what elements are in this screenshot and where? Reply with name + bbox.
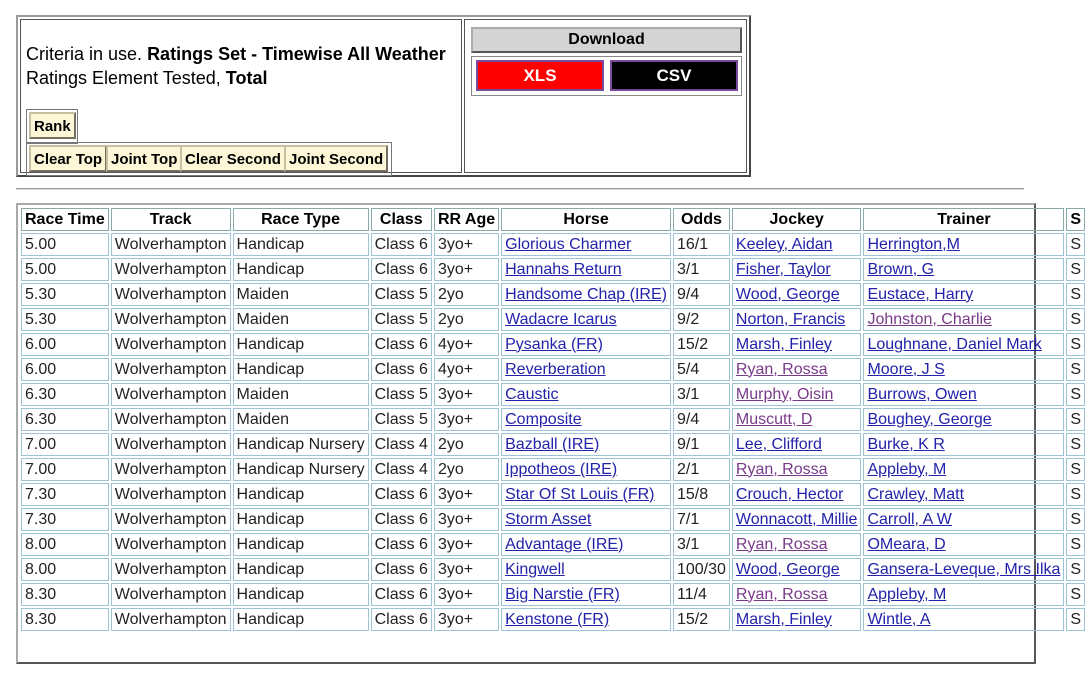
jockey-cell	[732, 458, 862, 481]
horse-link[interactable]: Handsome Chap (IRE)	[505, 285, 667, 303]
class-cell: Class 6	[371, 258, 432, 281]
criteria-label: Criteria in use.	[26, 44, 143, 64]
race-time-cell: 6.30	[21, 383, 109, 406]
table-row	[21, 558, 1085, 581]
trainer-link[interactable]: Boughey, George	[867, 410, 992, 428]
col-header[interactable]: Track	[111, 208, 231, 231]
trainer-cell	[863, 258, 1064, 281]
rank-button[interactable]: Rank	[29, 112, 76, 139]
element-value: Total	[225, 68, 268, 88]
extra-cell: S	[1066, 233, 1085, 256]
horse-link[interactable]: Big Narstie (FR)	[505, 585, 620, 603]
race-time-cell: 8.00	[21, 558, 109, 581]
trainer-cell	[863, 358, 1064, 381]
odds-cell: 9/4	[673, 408, 730, 431]
race-type-cell: Maiden	[233, 283, 369, 306]
horse-cell	[501, 233, 671, 256]
class-cell: Class 6	[371, 608, 432, 631]
age-cell: 2yo	[434, 458, 499, 481]
class-cell: Class 6	[371, 508, 432, 531]
track-cell: Wolverhampton	[111, 558, 231, 581]
class-cell: Class 6	[371, 533, 432, 556]
trainer-link[interactable]: Moore, J S	[867, 360, 945, 378]
odds-cell: 2/1	[673, 458, 730, 481]
age-cell: 3yo+	[434, 383, 499, 406]
track-cell: Wolverhampton	[111, 358, 231, 381]
extra-cell: S	[1066, 483, 1085, 506]
jockey-link[interactable]: Keeley, Aidan	[735, 235, 833, 253]
table-row	[21, 333, 1085, 356]
jockey-link[interactable]: Ryan, Rossa	[735, 585, 828, 603]
trainer-link[interactable]: Carroll, A W	[867, 510, 952, 528]
jockey-link[interactable]: Ryan, Rossa	[735, 360, 828, 378]
extra-cell: S	[1066, 533, 1085, 556]
col-header[interactable]: Horse	[501, 208, 671, 231]
clear-top-button[interactable]: Clear Top	[29, 145, 107, 172]
horse-cell	[501, 558, 671, 581]
table-row	[21, 608, 1085, 631]
jockey-cell	[732, 533, 862, 556]
trainer-cell	[863, 383, 1064, 406]
jockey-cell	[732, 433, 862, 456]
trainer-cell	[863, 533, 1064, 556]
race-time-cell: 5.00	[21, 233, 109, 256]
horse-link[interactable]: Pysanka (FR)	[505, 335, 603, 353]
col-header[interactable]: RR Age	[434, 208, 499, 231]
horse-link[interactable]: Reverberation	[505, 360, 606, 378]
horse-cell	[501, 258, 671, 281]
jockey-cell	[732, 383, 862, 406]
col-header[interactable]: Race Type	[233, 208, 369, 231]
trainer-link[interactable]: Crawley, Matt	[867, 485, 965, 503]
race-time-cell: 7.00	[21, 458, 109, 481]
horse-link[interactable]: Wadacre Icarus	[505, 310, 617, 328]
track-cell: Wolverhampton	[111, 458, 231, 481]
criteria-panel	[16, 15, 751, 177]
age-cell: 3yo+	[434, 483, 499, 506]
jockey-link[interactable]: Marsh, Finley	[735, 610, 832, 628]
trainer-cell	[863, 233, 1064, 256]
jockey-link[interactable]: Fisher, Taylor	[735, 260, 831, 278]
jockey-link[interactable]: Wood, George	[735, 560, 840, 578]
horse-cell	[501, 383, 671, 406]
jockey-cell	[732, 483, 862, 506]
trainer-link[interactable]: Appleby, M	[867, 585, 947, 603]
odds-cell: 15/8	[673, 483, 730, 506]
horse-link[interactable]: Kingwell	[505, 560, 565, 578]
race-type-cell: Maiden	[233, 383, 369, 406]
race-time-cell: 6.00	[21, 358, 109, 381]
odds-cell: 5/4	[673, 358, 730, 381]
odds-cell: 7/1	[673, 508, 730, 531]
race-time-cell: 8.00	[21, 533, 109, 556]
extra-cell: S	[1066, 508, 1085, 531]
trainer-link[interactable]: Loughnane, Daniel Mark	[867, 335, 1042, 353]
age-cell: 3yo+	[434, 233, 499, 256]
jockey-link[interactable]: Murphy, Oisin	[735, 385, 834, 403]
jockey-link[interactable]: Muscutt, D	[735, 410, 813, 428]
extra-cell: S	[1066, 283, 1085, 306]
jockey-cell	[732, 558, 862, 581]
trainer-cell	[863, 608, 1064, 631]
age-cell: 3yo+	[434, 508, 499, 531]
extra-cell: S	[1066, 583, 1085, 606]
trainer-cell	[863, 458, 1064, 481]
horse-link[interactable]: Star Of St Louis (FR)	[505, 485, 655, 503]
table-row	[21, 283, 1085, 306]
criteria-line	[26, 44, 446, 65]
trainer-cell	[863, 508, 1064, 531]
table-row	[21, 508, 1085, 531]
table-header-row	[21, 208, 1085, 231]
ratings-set-value: Ratings Set - Timewise All Weather	[147, 44, 446, 64]
extra-cell: S	[1066, 308, 1085, 331]
odds-cell: 3/1	[673, 383, 730, 406]
clear-second-button[interactable]: Clear Second	[180, 145, 286, 172]
odds-cell: 9/4	[673, 283, 730, 306]
horse-cell	[501, 308, 671, 331]
race-type-cell: Handicap	[233, 608, 369, 631]
race-time-cell: 7.00	[21, 433, 109, 456]
trainer-link[interactable]: Wintle, A	[867, 610, 931, 628]
horse-link[interactable]: Kenstone (FR)	[505, 610, 610, 628]
extra-cell: S	[1066, 383, 1085, 406]
track-cell: Wolverhampton	[111, 233, 231, 256]
track-cell: Wolverhampton	[111, 433, 231, 456]
horse-link[interactable]: Composite	[505, 410, 582, 428]
horse-link[interactable]: Caustic	[505, 385, 559, 403]
trainer-cell	[863, 283, 1064, 306]
class-cell: Class 6	[371, 233, 432, 256]
col-header[interactable]: S	[1066, 208, 1085, 231]
track-cell: Wolverhampton	[111, 308, 231, 331]
jockey-link[interactable]: Ryan, Rossa	[735, 535, 828, 553]
horse-cell	[501, 533, 671, 556]
horse-cell	[501, 283, 671, 306]
horse-cell	[501, 583, 671, 606]
col-header[interactable]: Race Time	[21, 208, 109, 231]
odds-cell: 15/2	[673, 333, 730, 356]
joint-second-button[interactable]: Joint Second	[284, 145, 388, 172]
race-time-cell: 6.30	[21, 408, 109, 431]
horse-link[interactable]: Hannahs Return	[505, 260, 622, 278]
extra-cell: S	[1066, 358, 1085, 381]
table-row	[21, 258, 1085, 281]
table-row	[21, 483, 1085, 506]
trainer-cell	[863, 333, 1064, 356]
extra-cell: S	[1066, 408, 1085, 431]
horse-cell	[501, 508, 671, 531]
download-title: Download	[471, 27, 742, 53]
class-cell: Class 4	[371, 458, 432, 481]
results-table	[19, 206, 1087, 633]
trainer-cell	[863, 583, 1064, 606]
col-header[interactable]: Odds	[673, 208, 730, 231]
table-row	[21, 583, 1085, 606]
horse-cell	[501, 358, 671, 381]
odds-cell: 100/30	[673, 558, 730, 581]
track-cell: Wolverhampton	[111, 508, 231, 531]
age-cell: 3yo+	[434, 408, 499, 431]
odds-cell: 15/2	[673, 608, 730, 631]
age-cell: 3yo+	[434, 258, 499, 281]
race-time-cell: 5.00	[21, 258, 109, 281]
jockey-cell	[732, 233, 862, 256]
trainer-link[interactable]: Eustace, Harry	[867, 285, 974, 303]
race-type-cell: Maiden	[233, 408, 369, 431]
age-cell: 2yo	[434, 433, 499, 456]
age-cell: 3yo+	[434, 608, 499, 631]
odds-cell: 3/1	[673, 533, 730, 556]
table-row	[21, 308, 1085, 331]
jockey-cell	[732, 508, 862, 531]
race-type-cell: Handicap	[233, 258, 369, 281]
trainer-link[interactable]: Johnston, Charlie	[867, 310, 992, 328]
extra-cell: S	[1066, 433, 1085, 456]
horse-link[interactable]: Advantage (IRE)	[505, 535, 624, 553]
results-table-wrap	[16, 203, 1082, 664]
csv-download-button[interactable]: CSV	[610, 60, 738, 91]
track-cell: Wolverhampton	[111, 283, 231, 306]
element-label: Ratings Element Tested,	[26, 68, 221, 88]
race-type-cell: Handicap	[233, 508, 369, 531]
download-cell	[464, 19, 747, 173]
age-cell: 3yo+	[434, 558, 499, 581]
trainer-cell	[863, 558, 1064, 581]
odds-cell: 11/4	[673, 583, 730, 606]
col-header[interactable]: Class	[371, 208, 432, 231]
table-row	[21, 533, 1085, 556]
table-row	[21, 458, 1085, 481]
track-cell: Wolverhampton	[111, 533, 231, 556]
jockey-cell	[732, 258, 862, 281]
table-row	[21, 358, 1085, 381]
extra-cell: S	[1066, 608, 1085, 631]
jockey-cell	[732, 283, 862, 306]
race-time-cell: 5.30	[21, 283, 109, 306]
jockey-link[interactable]: Ryan, Rossa	[735, 460, 828, 478]
horse-cell	[501, 433, 671, 456]
extra-cell: S	[1066, 333, 1085, 356]
divider	[16, 188, 1024, 190]
joint-top-button[interactable]: Joint Top	[106, 145, 182, 172]
criteria-cell	[20, 19, 462, 173]
race-time-cell: 8.30	[21, 583, 109, 606]
horse-cell	[501, 458, 671, 481]
trainer-link[interactable]: Gansera-Leveque, Mrs Ilka	[867, 560, 1061, 578]
class-cell: Class 6	[371, 583, 432, 606]
track-cell: Wolverhampton	[111, 258, 231, 281]
col-header[interactable]: Jockey	[732, 208, 862, 231]
horse-cell	[501, 608, 671, 631]
jockey-cell	[732, 608, 862, 631]
horse-cell	[501, 408, 671, 431]
race-type-cell: Handicap	[233, 233, 369, 256]
race-time-cell: 7.30	[21, 483, 109, 506]
extra-cell: S	[1066, 258, 1085, 281]
race-time-cell: 5.30	[21, 308, 109, 331]
race-type-cell: Handicap	[233, 483, 369, 506]
age-cell: 3yo+	[434, 583, 499, 606]
class-cell: Class 5	[371, 383, 432, 406]
race-type-cell: Handicap Nursery	[233, 433, 369, 456]
class-cell: Class 5	[371, 308, 432, 331]
race-type-cell: Handicap	[233, 358, 369, 381]
table-row	[21, 433, 1085, 456]
xls-download-button[interactable]: XLS	[476, 60, 604, 91]
race-time-cell: 6.00	[21, 333, 109, 356]
jockey-link[interactable]: Marsh, Finley	[735, 335, 832, 353]
trainer-link[interactable]: Burrows, Owen	[867, 385, 977, 403]
trainer-link[interactable]: OMeara, D	[867, 535, 946, 553]
table-row	[21, 408, 1085, 431]
trainer-link[interactable]: Herrington,M	[867, 235, 960, 253]
class-cell: Class 4	[371, 433, 432, 456]
track-cell: Wolverhampton	[111, 483, 231, 506]
col-header[interactable]: Trainer	[863, 208, 1064, 231]
odds-cell: 16/1	[673, 233, 730, 256]
class-cell: Class 6	[371, 358, 432, 381]
race-type-cell: Handicap	[233, 583, 369, 606]
age-cell: 4yo+	[434, 333, 499, 356]
download-buttons	[471, 56, 742, 96]
track-cell: Wolverhampton	[111, 333, 231, 356]
age-cell: 2yo	[434, 308, 499, 331]
trainer-cell	[863, 308, 1064, 331]
track-cell: Wolverhampton	[111, 408, 231, 431]
jockey-cell	[732, 308, 862, 331]
race-type-cell: Handicap	[233, 558, 369, 581]
age-cell: 2yo	[434, 283, 499, 306]
trainer-cell	[863, 433, 1064, 456]
trainer-link[interactable]: Burke, K R	[867, 435, 945, 453]
track-cell: Wolverhampton	[111, 383, 231, 406]
race-time-cell: 8.30	[21, 608, 109, 631]
class-cell: Class 6	[371, 558, 432, 581]
trainer-link[interactable]: Appleby, M	[867, 460, 947, 478]
race-type-cell: Maiden	[233, 308, 369, 331]
track-cell: Wolverhampton	[111, 583, 231, 606]
track-cell: Wolverhampton	[111, 608, 231, 631]
jockey-cell	[732, 333, 862, 356]
element-line	[26, 68, 267, 89]
jockey-cell	[732, 408, 862, 431]
horse-cell	[501, 333, 671, 356]
class-cell: Class 5	[371, 408, 432, 431]
jockey-link[interactable]: Lee, Clifford	[735, 435, 822, 453]
jockey-link[interactable]: Wood, George	[735, 285, 840, 303]
race-type-cell: Handicap	[233, 333, 369, 356]
race-time-cell: 7.30	[21, 508, 109, 531]
jockey-link[interactable]: Crouch, Hector	[735, 485, 844, 503]
extra-cell: S	[1066, 558, 1085, 581]
horse-cell	[501, 483, 671, 506]
class-cell: Class 6	[371, 483, 432, 506]
jockey-link[interactable]: Wonnacott, Millie	[735, 510, 858, 528]
odds-cell: 9/1	[673, 433, 730, 456]
race-type-cell: Handicap	[233, 533, 369, 556]
age-cell: 3yo+	[434, 533, 499, 556]
table-row	[21, 233, 1085, 256]
trainer-cell	[863, 483, 1064, 506]
trainer-link[interactable]: Brown, G	[867, 260, 935, 278]
odds-cell: 9/2	[673, 308, 730, 331]
horse-link[interactable]: Bazball (IRE)	[505, 435, 600, 453]
race-type-cell: Handicap Nursery	[233, 458, 369, 481]
table-row	[21, 383, 1085, 406]
horse-link[interactable]: Ippotheos (IRE)	[505, 460, 618, 478]
odds-cell: 3/1	[673, 258, 730, 281]
jockey-cell	[732, 583, 862, 606]
horse-link[interactable]: Storm Asset	[505, 510, 592, 528]
age-cell: 4yo+	[434, 358, 499, 381]
class-cell: Class 5	[371, 283, 432, 306]
extra-cell: S	[1066, 458, 1085, 481]
trainer-cell	[863, 408, 1064, 431]
jockey-cell	[732, 358, 862, 381]
jockey-link[interactable]: Norton, Francis	[735, 310, 846, 328]
class-cell: Class 6	[371, 333, 432, 356]
horse-link[interactable]: Glorious Charmer	[505, 235, 632, 253]
